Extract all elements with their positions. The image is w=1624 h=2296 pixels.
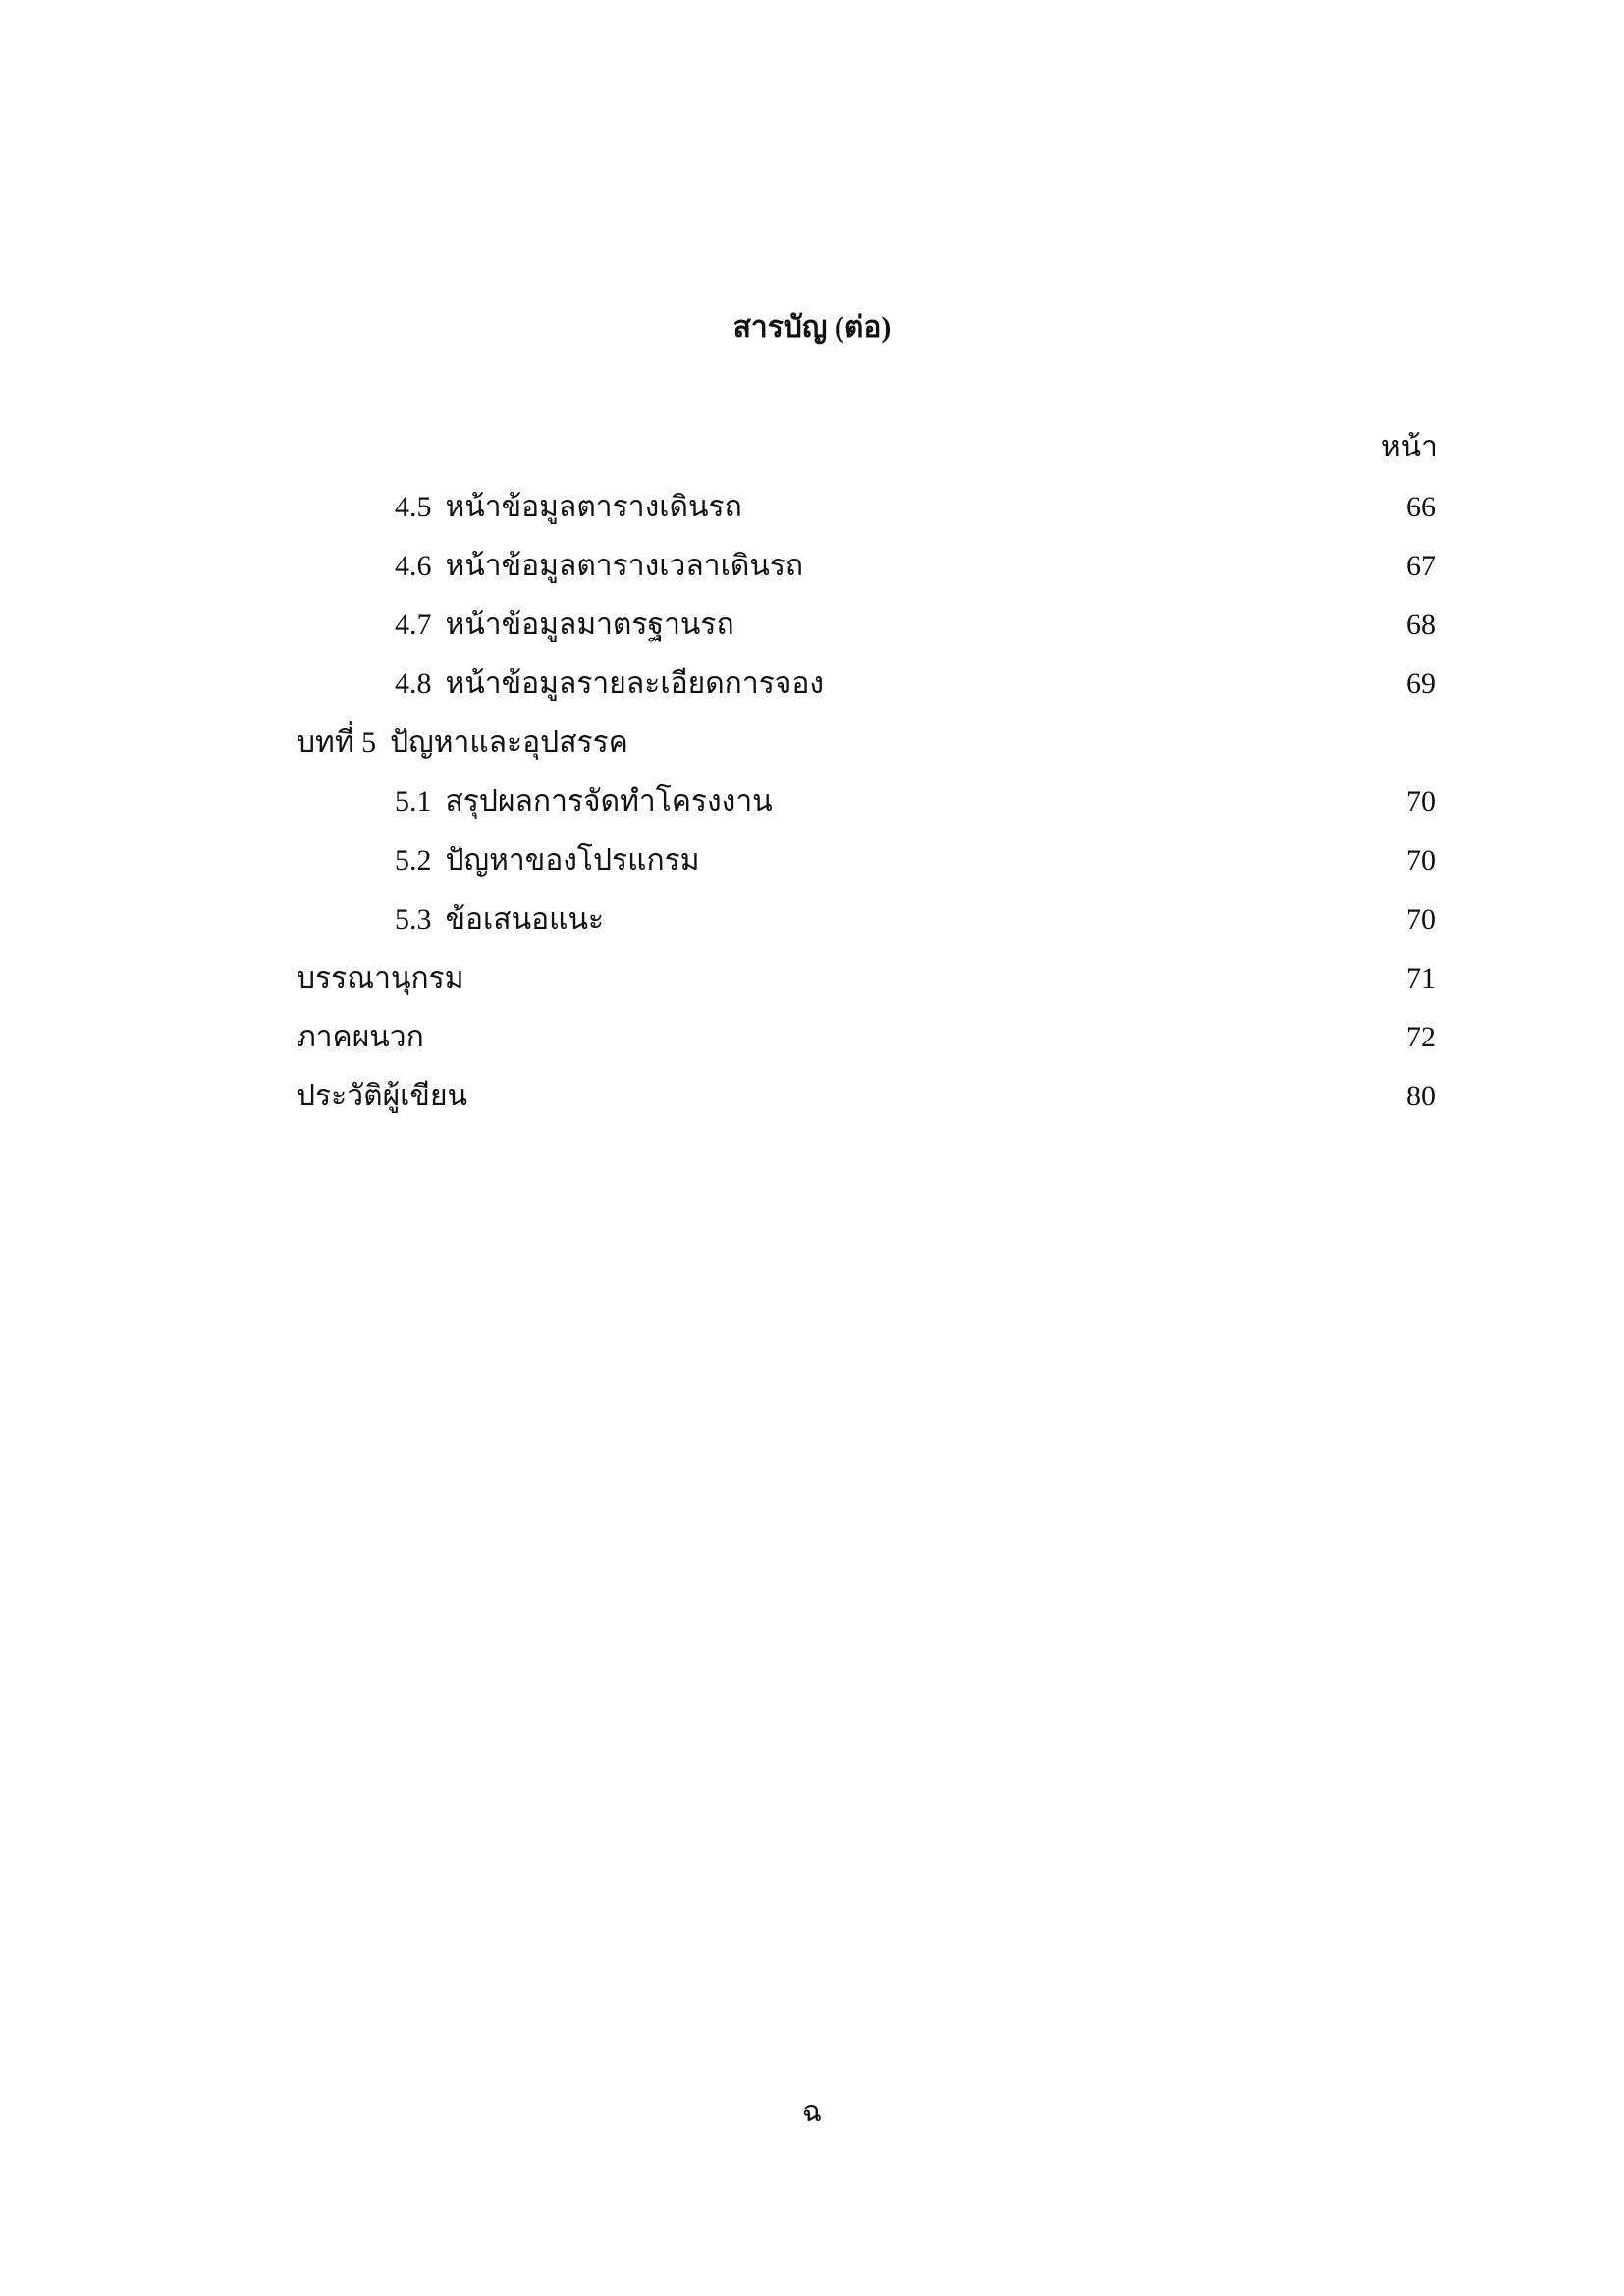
- toc-entry: [395, 898, 604, 941]
- toc-entry-page: 70: [1406, 785, 1435, 818]
- toc-row: [0, 604, 1624, 647]
- toc-entry-text: ประวัติผู้เขียน: [297, 1080, 468, 1112]
- toc-entry-number: 5.1: [395, 785, 432, 818]
- toc-entry-number: บทที่ 5: [297, 726, 377, 759]
- toc-row: [0, 486, 1624, 529]
- toc-entry-page: 80: [1406, 1080, 1435, 1112]
- toc-row: [0, 1075, 1624, 1118]
- page-title: สารบัญ (ต่อ): [732, 311, 892, 344]
- toc-entry-page: 70: [1406, 903, 1435, 935]
- toc-row: [0, 1016, 1624, 1059]
- toc-entry-text: ภาคผนวก: [297, 1021, 424, 1053]
- toc-entry-number: 4.7: [395, 609, 432, 641]
- toc-entry-page: 68: [1406, 609, 1435, 641]
- toc-entry-text: หน้าข้อมูลตารางเวลาเดินรถ: [445, 550, 804, 582]
- toc-entry: [395, 486, 742, 529]
- toc-entry-page: 67: [1406, 550, 1435, 582]
- toc-entry-number: 4.8: [395, 667, 432, 700]
- toc-row: [0, 721, 1624, 765]
- toc-entry: [297, 721, 628, 765]
- page-column-header: หน้า: [1380, 431, 1437, 463]
- toc-entry-number: 4.6: [395, 550, 432, 582]
- toc-entry: [297, 1016, 424, 1059]
- toc-row: [0, 663, 1624, 706]
- toc-entry-text: หน้าข้อมูลมาตรฐานรถ: [445, 609, 734, 641]
- toc-entry-number: 4.5: [395, 491, 432, 523]
- toc-entry-page: 69: [1406, 667, 1435, 700]
- toc-entry-page: 66: [1406, 491, 1435, 523]
- toc-entry-text: หน้าข้อมูลตารางเดินรถ: [445, 491, 742, 523]
- toc-entry: [395, 604, 734, 647]
- toc-entry-text: ข้อเสนอแนะ: [445, 903, 605, 935]
- toc-entry-text: ปัญหาและอุปสรรค: [390, 726, 628, 759]
- toc-entry-text: ปัญหาของโปรแกรม: [445, 844, 700, 877]
- toc-entry-page: 72: [1406, 1021, 1435, 1053]
- toc-entry: [395, 663, 824, 706]
- toc-row: [0, 839, 1624, 882]
- toc-entry-page: 71: [1406, 962, 1435, 994]
- toc-entry: [395, 545, 803, 588]
- toc-entry: [395, 839, 700, 882]
- toc-entry-number: 5.2: [395, 844, 432, 877]
- page-number-marker: ฉ: [801, 2096, 823, 2128]
- toc-entry: [297, 957, 464, 1000]
- toc-row: [0, 780, 1624, 824]
- toc-entry-text: สรุปผลการจัดทำโครงงาน: [445, 785, 773, 818]
- toc-entry: [395, 780, 773, 824]
- toc-row: [0, 898, 1624, 941]
- toc-entry: [297, 1075, 467, 1118]
- toc-entry-page: 70: [1406, 844, 1435, 877]
- toc-row: [0, 545, 1624, 588]
- toc-row: [0, 957, 1624, 1000]
- toc-entry-number: 5.3: [395, 903, 432, 935]
- toc-entry-text: บรรณานุกรม: [297, 962, 464, 994]
- toc-entry-text: หน้าข้อมูลรายละเอียดการจอง: [445, 667, 825, 700]
